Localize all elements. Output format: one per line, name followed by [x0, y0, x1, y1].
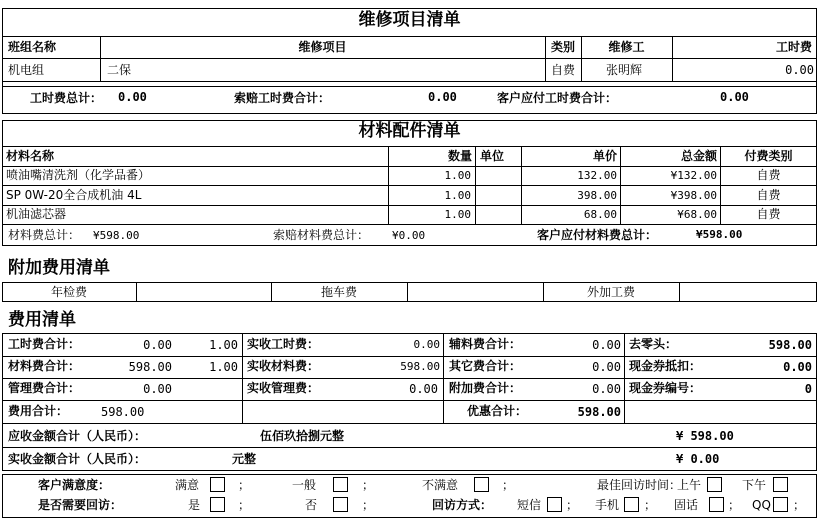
opt-yes-label: 是	[188, 498, 201, 512]
fee-extra-label: 附加费合计：	[449, 381, 522, 395]
mat-header-paytype: 付费类别	[744, 149, 793, 163]
mat-customer-label: 客户应付材料费总计：	[537, 228, 658, 242]
divider	[624, 333, 625, 423]
fee-coupon-value: 0.00	[783, 360, 812, 374]
fee-coupon-label: 现金券抵扣：	[629, 359, 702, 373]
fee-material-label: 材料费合计：	[8, 359, 81, 373]
fee-material-value: 598.00	[128, 360, 172, 374]
opt-am-label: 上午	[677, 478, 702, 492]
opt-average-label: 一般	[292, 478, 317, 492]
divider	[2, 166, 817, 167]
sms-checkbox[interactable]	[547, 497, 562, 512]
header-category: 类别	[550, 40, 575, 54]
divider	[2, 205, 817, 206]
divider	[443, 333, 444, 423]
fee-extra-value: 0.00	[592, 382, 621, 396]
qq-checkbox[interactable]	[773, 497, 788, 512]
mat-row-1-total: ¥132.00	[670, 169, 717, 182]
fee-labor-rate: 1.00	[209, 338, 238, 352]
divider	[136, 282, 137, 302]
divider	[2, 36, 817, 37]
divider	[2, 378, 817, 379]
mat-header-total: 总金额	[680, 149, 717, 163]
mat-claim-label: 索赔材料费总计：	[273, 228, 370, 242]
fee-actual-labor-value: 0.00	[413, 338, 440, 351]
mat-row-2-name: SP 0W-20全合成机油 4L	[6, 188, 142, 202]
fee-rounding-value: 598.00	[768, 338, 812, 352]
fee-actual-mgmt-label: 实收管理费：	[247, 381, 320, 395]
semicolon: ；	[728, 498, 741, 512]
mat-row-1-paytype: 自费	[756, 168, 781, 182]
divider	[2, 146, 817, 147]
opt-sms-label: 短信	[517, 498, 542, 512]
fee-coupon-no-label: 现金券编号：	[629, 381, 702, 395]
semicolon: ；	[793, 498, 806, 512]
fee-other-value: 0.00	[592, 360, 621, 374]
repair-title: 维修项目清单	[358, 10, 461, 30]
fees-table	[2, 333, 817, 471]
receivable-label: 应收金额合计（人民币）：	[8, 429, 147, 443]
unsatisfied-checkbox[interactable]	[474, 477, 489, 492]
labor-total-value: 0.00	[118, 90, 147, 104]
opt-satisfied-label: 满意	[175, 478, 200, 492]
received-label: 实收金额合计（人民币）：	[8, 452, 147, 466]
need-visit-label: 是否需要回访：	[38, 498, 123, 512]
fee-actual-mgmt-value: 0.00	[409, 382, 438, 396]
opt-phone-label: 手机	[595, 498, 620, 512]
fee-actual-labor-label: 实收工时费：	[247, 337, 320, 351]
opt-landline-label: 固话	[674, 498, 699, 512]
divider	[475, 146, 476, 224]
fee-total-value: 598.00	[101, 405, 145, 419]
mat-row-3-name: 机油滤芯器	[6, 207, 67, 221]
receivable-amount: ¥ 598.00	[676, 429, 734, 443]
receivable-words: 伍佰玖拾捌元整	[260, 429, 345, 443]
semicolon: ；	[362, 498, 375, 512]
fee-discount-label: 优惠合计：	[467, 404, 528, 418]
divider	[2, 356, 817, 357]
fee-aux-label: 辅料费合计：	[449, 337, 522, 351]
repair-fee-cell: 0.00	[785, 63, 814, 77]
fee-coupon-no-value: 0	[804, 382, 812, 396]
semicolon: ；	[238, 498, 251, 512]
semicolon: ；	[238, 478, 251, 492]
fee-other-label: 其它费合计：	[449, 359, 522, 373]
repair-category-cell: 自费	[550, 63, 575, 77]
opt-qq-label: QQ	[752, 498, 771, 512]
extras-title: 附加费用清单	[8, 258, 110, 278]
extra-towing: 拖车费	[320, 285, 357, 299]
fee-rounding-label: 去零头：	[629, 337, 678, 351]
mat-row-1-qty: 1.00	[444, 169, 471, 182]
divider	[2, 224, 817, 225]
am-checkbox[interactable]	[707, 477, 722, 492]
customer-labor-value: 0.00	[720, 90, 749, 104]
fee-labor-value: 0.00	[143, 338, 172, 352]
mat-customer-value: ¥598.00	[696, 228, 743, 241]
materials-title: 材料配件清单	[358, 121, 461, 141]
phone-checkbox[interactable]	[624, 497, 639, 512]
divider	[2, 447, 817, 448]
landline-checkbox[interactable]	[709, 497, 724, 512]
fee-labor-label: 工时费合计：	[8, 337, 81, 351]
semicolon: ；	[644, 498, 657, 512]
mat-row-3-qty: 1.00	[444, 208, 471, 221]
fee-aux-value: 0.00	[592, 338, 621, 352]
divider	[2, 423, 817, 424]
mat-claim-value: ¥0.00	[392, 229, 426, 242]
extra-annual-inspection: 年检费	[50, 285, 87, 299]
mat-row-3-price: 68.00	[583, 208, 617, 221]
mat-row-1-price: 132.00	[577, 169, 617, 182]
mat-header-name: 材料名称	[6, 149, 55, 163]
mat-row-2-paytype: 自费	[756, 188, 781, 202]
fee-discount-value: 598.00	[577, 405, 621, 419]
header-team: 班组名称	[8, 40, 57, 54]
mat-header-qty: 数量	[447, 149, 472, 163]
claim-labor-value: 0.00	[428, 90, 457, 104]
divider	[242, 333, 243, 423]
repair-team-cell: 机电组	[8, 63, 45, 77]
visit-method-label: 回访方式：	[432, 498, 493, 512]
fee-actual-material-label: 实收材料费：	[247, 359, 320, 373]
divider	[2, 400, 817, 401]
mat-row-3-total: ¥68.00	[677, 208, 717, 221]
divider	[2, 81, 817, 82]
header-repair-item: 维修项目	[298, 40, 347, 54]
fee-material-rate: 1.00	[209, 360, 238, 374]
mat-total-label: 材料费总计：	[8, 228, 81, 242]
received-amount: ¥ 0.00	[676, 452, 720, 466]
semicolon: ；	[362, 478, 375, 492]
mat-total-value: ¥598.00	[93, 229, 140, 242]
best-time-label: 最佳回访时间：	[597, 478, 682, 492]
opt-unsatisfied-label: 不满意	[422, 478, 459, 492]
fee-mgmt-value: 0.00	[143, 382, 172, 396]
pm-checkbox[interactable]	[773, 477, 788, 492]
fee-actual-material-value: 598.00	[400, 360, 440, 373]
no-checkbox[interactable]	[333, 497, 348, 512]
opt-pm-label: 下午	[742, 478, 767, 492]
mat-row-1-name: 喷油嘴清洗剂（化学品番）	[6, 168, 151, 182]
yes-checkbox[interactable]	[210, 497, 225, 512]
divider	[679, 282, 680, 302]
divider	[2, 86, 817, 87]
average-checkbox[interactable]	[333, 477, 348, 492]
mat-row-2-price: 398.00	[577, 189, 617, 202]
header-labor-fee: 工时费	[775, 40, 812, 54]
fee-total-label: 费用合计：	[8, 404, 69, 418]
header-mechanic: 维修工	[608, 40, 645, 54]
mat-header-unit: 单位	[480, 149, 505, 163]
satisfied-checkbox[interactable]	[210, 477, 225, 492]
repair-mechanic-cell: 张明辉	[606, 63, 643, 77]
labor-total-label: 工时费总计：	[30, 91, 103, 105]
divider	[2, 185, 817, 186]
claim-labor-label: 索赔工时费合计：	[234, 91, 331, 105]
mat-row-3-paytype: 自费	[756, 207, 781, 221]
semicolon: ；	[566, 498, 579, 512]
satisfaction-label: 客户满意度：	[38, 478, 111, 492]
mat-row-2-qty: 1.00	[444, 189, 471, 202]
extra-outsourcing: 外加工费	[586, 285, 635, 299]
repair-item-cell: 二保	[107, 63, 132, 77]
divider	[407, 282, 408, 302]
received-words: 元整	[232, 452, 257, 466]
semicolon: ；	[502, 478, 515, 492]
opt-no-label: 否	[305, 498, 318, 512]
mat-row-2-total: ¥398.00	[670, 189, 717, 202]
fee-mgmt-label: 管理费合计：	[8, 381, 81, 395]
mat-header-price: 单价	[592, 149, 617, 163]
divider	[2, 58, 817, 59]
fees-title: 费用清单	[8, 310, 76, 330]
customer-labor-label: 客户应付工时费合计：	[497, 91, 618, 105]
